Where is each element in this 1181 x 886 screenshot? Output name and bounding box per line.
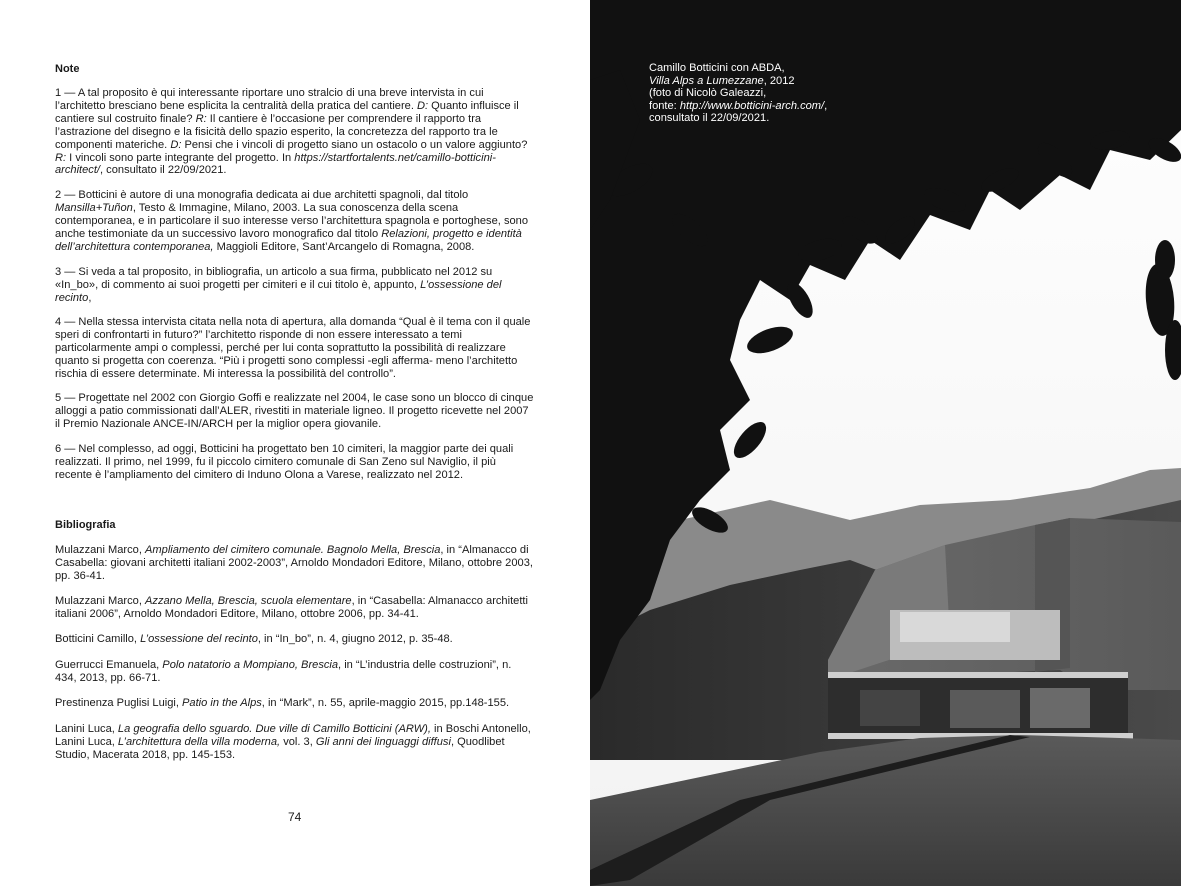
text-run: , in “In_bo”, n. 4, giugno 2012, p. 35-48.: [257, 633, 453, 645]
biblio-text: [55, 633, 535, 646]
caption-source-url: http://www.botticini-arch.com/: [679, 99, 825, 112]
note-4: [55, 316, 535, 381]
italic-run: Patio in the Alps: [182, 697, 262, 709]
caption-line: Camillo Botticini con ABDA,: [649, 62, 785, 74]
text-run: , consultato il 22/09/2021.: [100, 164, 227, 177]
text-run: , in “L’industria delle costruzioni”, n. 434, 2013, pp. 66-71.: [55, 659, 512, 684]
italic-run: L’ossessione del recinto: [140, 633, 258, 645]
text-run: Mulazzani Marco,: [55, 544, 146, 556]
text-run: Lanini Luca,: [55, 723, 118, 735]
note-3: [55, 266, 535, 305]
note-text: [55, 87, 535, 177]
italic-run: La geografia dello sguardo. Due ville di Camillo Botticini (ARW),: [117, 723, 431, 735]
note-text: [55, 392, 535, 431]
italic-run: L’ossessione del recinto: [55, 278, 502, 304]
biblio-text: [55, 595, 535, 621]
caption-line: (foto di Nicolò Galeazzi,: [649, 87, 767, 100]
text-run: Mulazzani Marco,: [55, 595, 146, 607]
text-run: Guerrucci Emanuela,: [55, 659, 163, 671]
text-run: I vincoli sono parte integrante del progetto. In: [66, 151, 295, 164]
caption-title: Villa Alps a Lumezzane: [649, 74, 764, 87]
caption-source-label: fonte:: [649, 99, 680, 112]
text-run: , Quodlibet Studio, Macerata 2018, pp. 145-153.: [55, 735, 505, 761]
text-run: Quanto influisce il cantiere sul costruito finale?: [55, 99, 519, 125]
biblio-entry-6: [55, 723, 535, 762]
biblio-entry-2: [55, 595, 535, 621]
text-run: 6 — Nel complesso, ad oggi, Botticini ha progettato ben 10 cimiteri, la maggior parte dei quali realizzati. Il primo, nel 1999, fu il piccolo cimitero comunale di San Zeno sul Naviglio, il più recente è l’ampliamento del cimitero di Induno Olona a Varese, realizzato nel 2012.: [55, 443, 514, 481]
left-page: [0, 0, 590, 886]
text-run: , Testo & Immagine, Milano, 2003. La sua conoscenza della scena contemporanea, e in particolare il suo interesse verso l’architettura spagnola e portoghese, sono anche testimoniate da un successivo lavoro monografico dal titolo: [55, 201, 528, 240]
note-1: [55, 87, 535, 177]
text-run: Pensi che i vincoli di progetto siano un ostacolo o un valore aggiunto?: [181, 138, 528, 151]
italic-run: R:: [55, 151, 67, 164]
notes-heading: Note: [55, 63, 80, 75]
note-text: [55, 443, 535, 482]
text-run: ,: [88, 291, 92, 304]
page-number: 74: [288, 810, 302, 824]
italic-run: D:: [170, 138, 182, 151]
biblio-text: [55, 659, 535, 685]
text-run: Prestinenza Puglisi Luigi,: [55, 697, 183, 709]
text-run: , in “Mark”, n. 55, aprile-maggio 2015, pp.148-155.: [261, 697, 510, 709]
biblio-text: [55, 697, 535, 710]
text-run: in Boschi Antonello, Lanini Luca,: [55, 723, 531, 748]
text-run: Il cantiere è l’occasione per comprendere il rapporto tra l’astrazione del disegno e la fisicità dello spazio esperito, la concretezza del rapporto tra le componenti materiche.: [55, 112, 498, 151]
note-2: [55, 189, 535, 254]
italic-run: Relazioni, progetto e identità dell’architettura contemporanea,: [55, 227, 522, 253]
note-6: [55, 443, 535, 482]
note-text: [55, 189, 535, 254]
caption-year: , 2012: [763, 74, 795, 87]
text-run: Maggioli Editore, Sant’Arcangelo di Romagna, 2008.: [213, 240, 475, 253]
italic-run: Mansilla+Tuñon: [55, 201, 133, 214]
caption-line: [649, 75, 827, 88]
italic-run: Gli anni dei linguaggi diffusi: [315, 735, 451, 748]
italic-run: Polo natatorio a Mompiano, Brescia: [162, 659, 339, 671]
italic-run: Ampliamento del cimitero comunale. Bagnolo Mella, Brescia: [145, 544, 441, 556]
caption-line: [649, 100, 827, 113]
text-run: , in “Almanacco di Casabella: giovani architetti italiani 2002-2003”, Arnoldo Mondadori Editore, Milano, ottobre 2003, pp. 36-41.: [55, 544, 533, 582]
text-run: 4 — Nella stessa intervista citata nella nota di apertura, alla domanda “Qual è il tema con il quale speri di confrontarti in futuro?” l’architetto risponde di non essere interessato a temi particolarmente ampi o complessi, perché per lui conta soprattutto la possibilità di realizzare quanto si progetta con coerenza. “Più i progetti sono complessi -egli afferma- meno l’architetto rischia di essere determinate. Mi interessa la possibilità del controllo”.: [55, 316, 531, 380]
photo-caption: [649, 62, 827, 125]
caption-line: consultato il 22/09/2021.: [649, 112, 770, 125]
biblio-text: [55, 544, 535, 583]
text-run: 2 — Botticini è autore di una monografia dedicata ai due architetti spagnoli, dal titolo: [55, 189, 469, 201]
italic-run: Azzano Mella, Brescia, scuola elementare: [145, 595, 352, 607]
text-run: 1 — A tal proposito è qui interessante riportare uno stralcio di una breve intervista in cui l’architetto bresciano bene esplicita la centralità della pratica del cantiere.: [55, 87, 484, 112]
text-run: , in “Casabella: Almanacco architetti italiani 2006”, Arnoldo Mondadori Editore, Milano, ottobre 2006, pp. 34-41.: [55, 595, 528, 620]
note-text: [55, 316, 535, 381]
note-5: [55, 392, 535, 431]
text-run: 3 — Si veda a tal proposito, in bibliografia, un articolo a sua firma, pubblicato nel 2012 su «In_bo», di commento ai suoi progetti per cimiteri e il cui titolo è, appunto,: [55, 266, 493, 291]
biblio-entry-1: [55, 544, 535, 583]
text-run: Botticini Camillo,: [55, 633, 141, 645]
italic-run: R:: [195, 112, 207, 125]
bibliography-heading: Bibliografia: [55, 519, 116, 531]
text-run: vol. 3,: [280, 735, 316, 748]
italic-run: https://startfortalents.net/camillo-botticini-architect/: [55, 151, 496, 177]
italic-run: L’architettura della villa moderna,: [117, 735, 281, 748]
villa-photo: [590, 0, 1181, 886]
biblio-text: [55, 723, 535, 762]
biblio-entry-5: [55, 697, 535, 710]
biblio-entry-3: [55, 633, 535, 646]
right-page: [590, 0, 1181, 886]
biblio-entry-4: [55, 659, 535, 685]
text-run: 5 — Progettate nel 2002 con Giorgio Goffi e realizzate nel 2004, le case sono un blocco di cinque alloggi a patio commissionati dall’ALER, rivestiti in materiale ligneo. Il progetto ricevette nel 2007 il Premio Nazionale ANCE-IN/ARCH per la miglior opera giovanile.: [55, 392, 534, 430]
note-text: [55, 266, 535, 305]
italic-run: D:: [416, 99, 429, 112]
caption-comma: ,: [824, 99, 828, 112]
